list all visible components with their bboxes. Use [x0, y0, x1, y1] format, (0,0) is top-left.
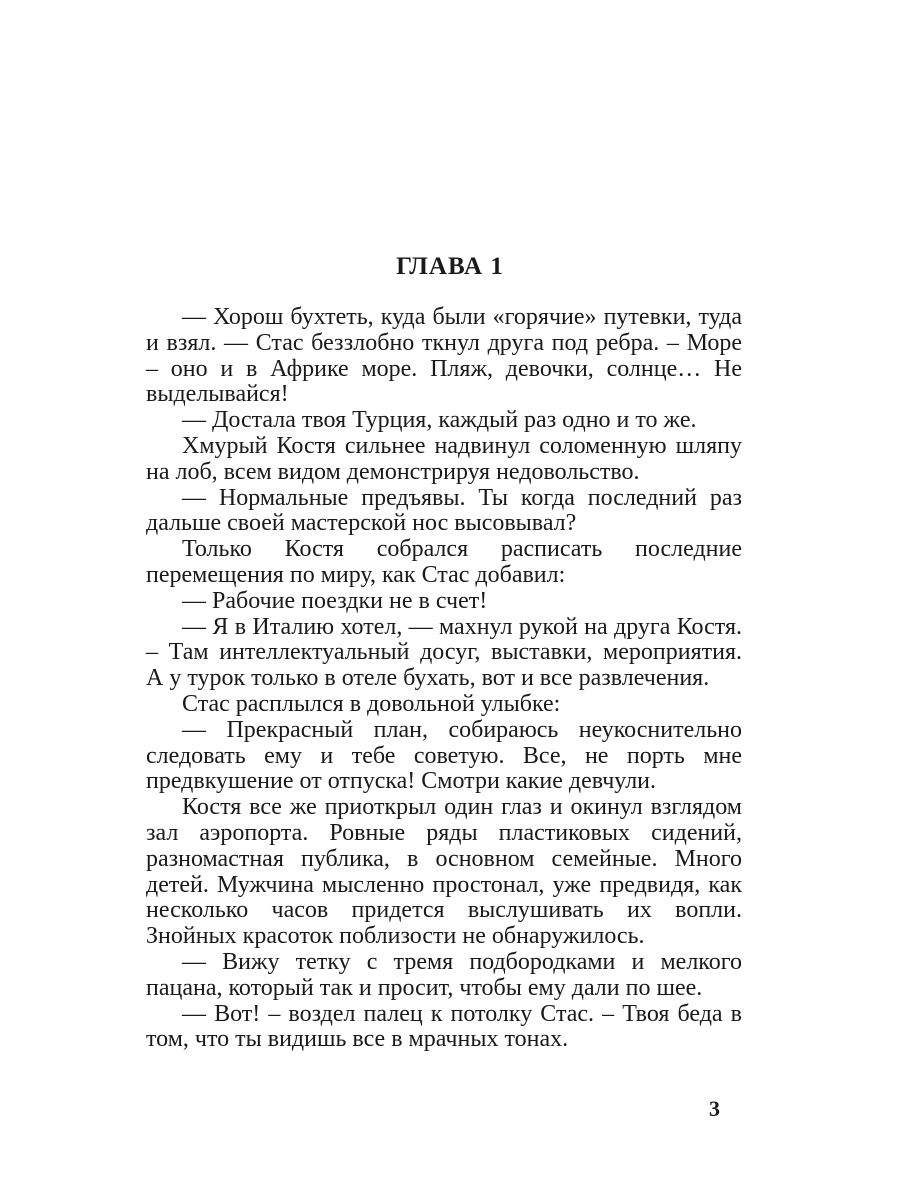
paragraph: — Хорош бухтеть, куда были «горячие» путевки, туда и взял. — Стас беззлобно ткнул друга под ребра. – Море – оно и в Африке море. Пляж, девочки, солнце… Не выделывайся!: [146, 304, 742, 408]
paragraph: — Прекрасный план, собираюсь неукоснительно следовать ему и тебе советую. Все, не порть мне предвкушение от отпуска! Смотри какие девчули.: [146, 716, 742, 795]
paragraph: Стас расплылся в довольной улыбке:: [182, 690, 561, 717]
paragraph: — Нормальные предъявы. Ты когда последний раз дальше своей мастерской нос высовывал?: [146, 484, 742, 537]
paragraph: — Я в Италию хотел, — махнул рукой на друга Костя. – Там интеллектуальный досуг, выставки, мероприятия. А у турок только в отеле бухать, вот и все развлечения.: [146, 613, 742, 692]
paragraph: — Вот! – воздел палец к потолку Стас. – Твоя беда в том, что ты видишь все в мрачных тонах.: [146, 1000, 742, 1053]
chapter-title: ГЛАВА 1: [396, 253, 504, 280]
paragraph: — Рабочие поездки не в счет!: [182, 587, 488, 614]
paragraph: Хмурый Костя сильнее надвинул соломенную шляпу на лоб, всем видом демонстрируя недовольство.: [146, 432, 742, 485]
paragraph: Только Костя собрался расписать последние перемещения по миру, как Стас добавил:: [146, 536, 742, 588]
page-number: 3: [709, 1096, 720, 1121]
paragraph: — Достала твоя Турция, каждый раз одно и то же.: [182, 407, 697, 434]
body-text: [146, 305, 742, 1053]
paragraph: Костя все же приоткрыл один глаз и окинул взглядом зал аэропорта. Ровные ряды пластиковых сидений, разномастная публика, в основном семейные. Много детей. Мужчина мысленно простонал, уже предвидя, как несколько часов придется выслушивать их вопли. Знойных красоток поблизости не обнаружилось.: [146, 794, 742, 950]
paragraph: — Вижу тетку с тремя подбородками и мелкого пацана, который так и просит, чтобы ему дали по шее.: [146, 948, 742, 1001]
